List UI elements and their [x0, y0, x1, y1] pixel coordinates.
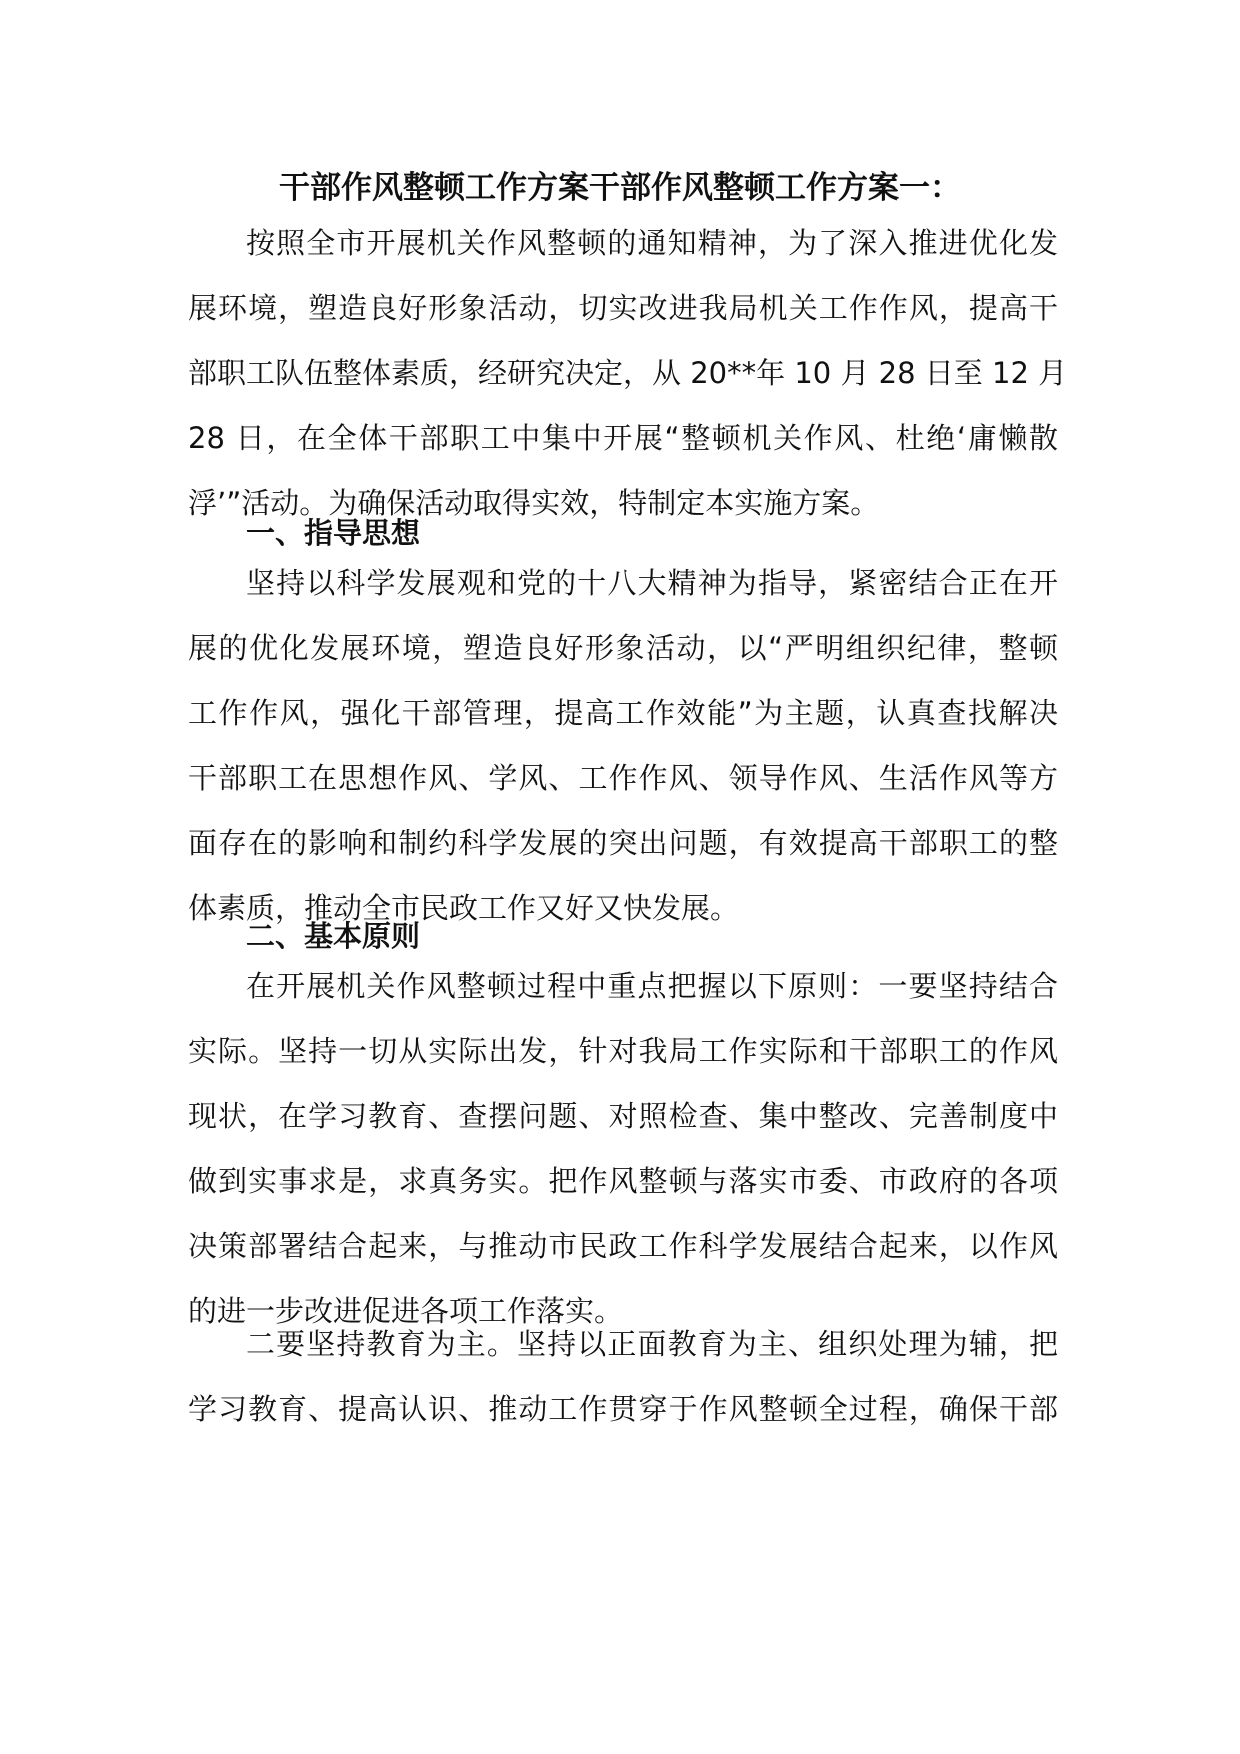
- document-title: 干部作风整顿工作方案干部作风整顿工作方案一：: [279, 170, 961, 206]
- text-line: 工作作风，强化干部管理，提高工作效能”为主题，认真查找解决: [188, 696, 1058, 730]
- text-line: 展的优化发展环境，塑造良好形象活动，以“严明组织纪律，整顿: [188, 631, 1058, 665]
- guiding-thought-paragraph: [188, 551, 1058, 941]
- text-line: 实际。坚持一切从实际出发，针对我局工作实际和干部职工的作风: [188, 1034, 1058, 1068]
- text-line: 面存在的影响和制约科学发展的突出问题，有效提高干部职工的整: [188, 826, 1058, 860]
- basic-principles-paragraph-1: [188, 954, 1058, 1344]
- section-heading-basic-principles: 二、基本原则: [246, 919, 421, 953]
- text-line: 的进一步改进促进各项工作落实。: [188, 1294, 624, 1328]
- text-line: 二要坚持教育为主。坚持以正面教育为主、组织处理为辅，把: [246, 1327, 1058, 1361]
- text-line: 学习教育、提高认识、推动工作贯穿于作风整顿全过程，确保干部: [188, 1392, 1058, 1426]
- intro-paragraph: [188, 211, 1068, 536]
- text-line: 现状，在学习教育、查摆问题、对照检查、集中整改、完善制度中: [188, 1099, 1058, 1133]
- text-line: 做到实事求是，求真务实。把作风整顿与落实市委、市政府的各项: [188, 1164, 1058, 1198]
- text-line: 坚持以科学发展观和党的十八大精神为指导，紧密结合正在开: [246, 566, 1058, 600]
- basic-principles-paragraph-2: [188, 1312, 1058, 1442]
- text-line: 体素质，推动全市民政工作又好又快发展。: [188, 891, 740, 925]
- text-line: 干部职工在思想作风、学风、工作作风、领导作风、生活作风等方: [188, 761, 1058, 795]
- text-line: 部职工队伍整体素质，经研究决定，从 20**年 10 月 28 日至 12 月: [188, 356, 1068, 390]
- text-line: 展环境，塑造良好形象活动，切实改进我局机关工作作风，提高干: [188, 291, 1058, 325]
- text-line: 浮’”活动。为确保活动取得实效，特制定本实施方案。: [188, 486, 880, 520]
- text-line: 按照全市开展机关作风整顿的通知精神，为了深入推进优化发: [246, 226, 1058, 260]
- text-line: 在开展机关作风整顿过程中重点把握以下原则：一要坚持结合: [246, 969, 1058, 1003]
- section-heading-guiding-thought: 一、指导思想: [246, 516, 421, 550]
- text-line: 28 日，在全体干部职工中集中开展“整顿机关作风、杜绝‘庸懒散: [188, 421, 1058, 455]
- text-line: 决策部署结合起来，与推动市民政工作科学发展结合起来，以作风: [188, 1229, 1058, 1263]
